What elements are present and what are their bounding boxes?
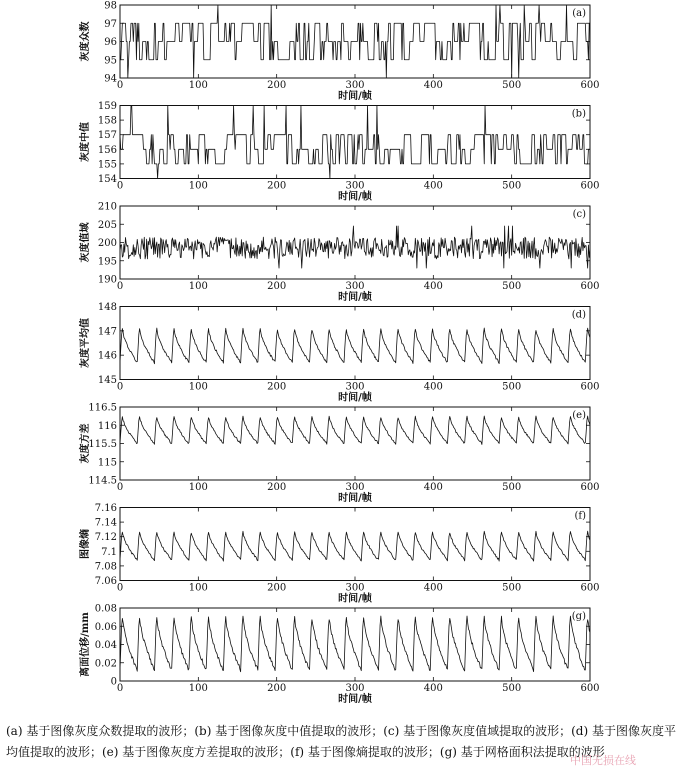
y-tick-label: 147	[97, 326, 117, 338]
x-axis-title: 时间/帧	[338, 694, 372, 705]
y-tick-label: 7.14	[94, 517, 117, 529]
y-tick-label: 0.06	[94, 621, 117, 633]
panel-tag: (b)	[571, 108, 586, 120]
x-tick-label: 400	[423, 80, 443, 91]
series-line-gray-range	[120, 226, 590, 268]
x-tick-label: 600	[580, 482, 600, 493]
x-tick-label: 200	[267, 281, 287, 292]
x-axis-title: 时间/帧	[338, 91, 372, 102]
panel-tag: (c)	[572, 209, 586, 220]
y-tick-label: 94	[104, 73, 117, 85]
y-tick-label: 7.08	[94, 561, 117, 573]
x-tick-label: 100	[188, 482, 208, 493]
x-axis-title: 时间/帧	[338, 392, 372, 404]
y-axis-title: 灰度平均值	[80, 318, 91, 368]
y-tick-label: 205	[97, 219, 117, 231]
x-tick-label: 600	[580, 281, 600, 292]
y-tick-label: 95	[104, 55, 117, 67]
panel-tag: (f)	[574, 510, 586, 522]
panel-c	[78, 202, 600, 304]
figure-caption: (a) 基于图像灰度众数提取的波形；(b) 基于图像灰度中值提取的波形；(c) 基于图像灰度值域提取的波形；(d) 基于图像灰度平均值提取的波形；(e) 基于图像灰度方差提取的波形；(f) 基于图像熵提取的波形；(g) 基于网格面积法提取的波形	[6, 724, 676, 759]
y-tick-label: 115.5	[88, 439, 117, 450]
series-line-gray-mode	[120, 5, 590, 78]
y-tick-label: 7.12	[94, 532, 117, 544]
x-tick-label: 300	[345, 381, 365, 393]
y-tick-label: 114.5	[88, 475, 117, 487]
y-tick-label: 157	[97, 130, 117, 142]
panel-g	[78, 604, 600, 706]
panel-tag: (g)	[571, 611, 586, 622]
x-tick-label: 0	[116, 582, 124, 594]
watermark: 中国无损在线	[570, 754, 636, 767]
y-tick-label: 146	[97, 350, 117, 362]
plot-frame	[120, 206, 590, 279]
x-tick-label: 100	[188, 281, 208, 292]
x-tick-label: 300	[345, 683, 365, 694]
y-tick-label: 97	[104, 18, 117, 30]
x-tick-label: 400	[423, 582, 443, 594]
y-tick-label: 145	[97, 375, 117, 386]
panel-e	[78, 403, 600, 505]
x-tick-label: 400	[423, 180, 443, 192]
x-tick-label: 400	[423, 381, 443, 393]
x-tick-label: 300	[345, 281, 365, 292]
panel-d	[78, 302, 600, 404]
y-tick-label: 116	[97, 420, 117, 432]
series-line-out-of-plane-displacement	[120, 616, 590, 672]
y-tick-label: 7.06	[94, 576, 117, 587]
x-tick-label: 0	[116, 683, 124, 694]
x-tick-label: 100	[188, 80, 208, 91]
panel-b	[78, 101, 600, 203]
x-tick-label: 100	[188, 381, 208, 393]
x-axis-title: 时间/帧	[338, 191, 372, 203]
x-tick-label: 500	[502, 281, 522, 292]
x-tick-label: 500	[502, 683, 522, 694]
x-tick-label: 100	[188, 683, 208, 694]
panel-tag: (d)	[571, 309, 586, 321]
x-tick-label: 500	[502, 381, 522, 393]
plot-frame	[120, 508, 590, 581]
panel-tag: (e)	[572, 410, 586, 421]
y-tick-label: 190	[97, 274, 117, 286]
panel-tag: (a)	[572, 8, 586, 19]
x-tick-label: 400	[423, 683, 443, 694]
x-tick-label: 200	[267, 582, 287, 594]
plot-frame	[120, 608, 590, 681]
x-tick-label: 500	[502, 482, 522, 493]
y-tick-label: 156	[97, 144, 117, 156]
x-axis-title: 时间/帧	[338, 292, 372, 303]
y-tick-label: 0.02	[94, 658, 117, 670]
x-tick-label: 600	[580, 582, 600, 594]
x-tick-label: 400	[423, 482, 443, 493]
y-axis-title: 灰度方差	[80, 423, 91, 464]
y-tick-label: 200	[97, 238, 117, 249]
x-tick-label: 0	[116, 80, 124, 91]
x-tick-label: 500	[502, 582, 522, 594]
x-tick-label: 0	[116, 482, 124, 493]
x-axis-title: 时间/帧	[338, 493, 372, 504]
x-tick-label: 100	[188, 180, 208, 192]
x-tick-label: 600	[580, 180, 600, 192]
x-tick-label: 400	[423, 281, 443, 292]
x-tick-label: 0	[116, 180, 124, 192]
x-tick-label: 300	[345, 80, 365, 91]
x-tick-label: 300	[345, 180, 365, 192]
y-tick-label: 115	[97, 457, 117, 469]
x-tick-label: 0	[116, 281, 124, 292]
x-tick-label: 200	[267, 381, 287, 393]
y-tick-label: 0.08	[94, 603, 117, 615]
y-tick-label: 195	[97, 256, 117, 268]
x-tick-label: 300	[345, 582, 365, 594]
panel-f	[78, 503, 600, 605]
y-tick-label: 148	[97, 302, 117, 313]
y-tick-label: 159	[97, 101, 117, 112]
x-axis-title: 时间/帧	[338, 593, 372, 605]
y-tick-label: 116.5	[88, 402, 117, 414]
series-line-gray-median	[120, 106, 590, 179]
series-line-gray-variance	[120, 416, 590, 445]
x-tick-label: 200	[267, 80, 287, 91]
y-axis-title: 离面位移/mm	[80, 612, 91, 677]
x-tick-label: 200	[267, 683, 287, 694]
y-tick-label: 0	[110, 676, 117, 688]
y-tick-label: 0.04	[94, 640, 117, 651]
x-tick-label: 200	[267, 482, 287, 493]
y-axis-title: 灰度众数	[80, 21, 91, 62]
y-tick-label: 210	[97, 201, 117, 213]
x-tick-label: 300	[345, 482, 365, 493]
y-tick-label: 98	[104, 0, 117, 12]
plot-frame	[120, 407, 590, 480]
y-axis-title: 图像熵	[80, 529, 91, 559]
y-axis-title: 灰度值域	[80, 222, 91, 263]
plot-frame	[120, 307, 590, 380]
y-tick-label: 158	[97, 115, 117, 127]
x-tick-label: 600	[580, 80, 600, 91]
y-tick-label: 96	[104, 37, 117, 48]
y-tick-label: 7.16	[94, 503, 117, 514]
y-tick-label: 154	[97, 174, 117, 185]
x-tick-label: 200	[267, 180, 287, 192]
series-line-gray-mean	[120, 328, 590, 364]
x-tick-label: 100	[188, 582, 208, 594]
y-tick-label: 155	[97, 159, 117, 171]
panel-a	[78, 1, 600, 103]
x-tick-label: 500	[502, 180, 522, 192]
series-line-image-entropy	[120, 531, 590, 561]
x-tick-label: 500	[502, 80, 522, 91]
x-tick-label: 600	[580, 381, 600, 393]
y-axis-title: 灰度中值	[80, 122, 91, 162]
x-tick-label: 600	[580, 683, 600, 694]
x-tick-label: 0	[116, 381, 124, 393]
y-tick-label: 7.1	[101, 546, 117, 558]
